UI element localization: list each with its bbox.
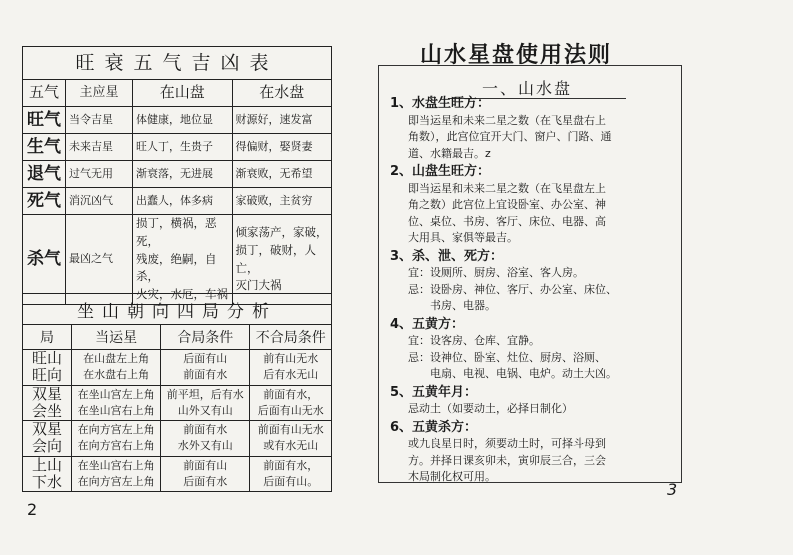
- col-header: 局: [23, 325, 72, 350]
- water-cell: 渐衰败，无希望: [232, 161, 332, 188]
- table-row: [23, 107, 332, 134]
- ok-cell: [161, 350, 250, 386]
- cell-line: 在水盘右上角: [83, 368, 150, 382]
- star-cell: 最凶之气: [66, 215, 133, 305]
- cell-line: 上山: [31, 455, 62, 474]
- qi-name: 杀气: [23, 215, 66, 305]
- cell-line: 前面有水: [183, 368, 228, 382]
- bad-cell: [250, 385, 332, 421]
- cell-line: 损丁，横祸，恶死，: [136, 216, 217, 248]
- rule-line: 忌动土（如要动土，必择日制化）: [408, 402, 573, 415]
- mountain-cell: 出蠢人，体多病: [133, 188, 233, 215]
- star-cell: [72, 456, 161, 492]
- cell-line: 后有水无山: [263, 368, 319, 382]
- rule-heading: 2、山盘生旺方：: [390, 164, 491, 179]
- qi-name: 死气: [23, 188, 66, 215]
- rule-heading: 5、五黄年月：: [390, 384, 478, 400]
- rule-line: 角之数）此宫位上宜设卧室、办公室、神: [408, 198, 606, 211]
- water-cell: 家破败，主贫穷: [232, 188, 332, 215]
- cell-line: 双星: [31, 420, 62, 438]
- rule-body: [390, 265, 682, 315]
- water-cell: 财源好，速发富: [232, 107, 332, 134]
- qi-name: 旺气: [23, 107, 66, 134]
- star-cell: [72, 350, 161, 386]
- table-row: [23, 421, 332, 457]
- rule-line: 方。并择日课亥卯未，寅卯辰三合，三会: [408, 453, 606, 467]
- ok-cell: [161, 385, 250, 421]
- col-header: 在山盘: [133, 80, 233, 107]
- cell-line: 后面有水: [183, 474, 228, 488]
- rule-line: 即当运星和未来二星之数（在飞星盘左上: [408, 181, 606, 195]
- col-header: 在水盘: [232, 80, 332, 107]
- cell-line: 下水: [31, 472, 62, 491]
- cell-line: 双星: [31, 384, 62, 403]
- rule-line: 忌：设神位、卧室、灶位、厨房、浴厕、: [408, 350, 606, 364]
- ju-name: [23, 350, 72, 386]
- mountain-cell: [133, 215, 233, 305]
- bad-cell: [250, 456, 332, 492]
- rule-body: [390, 401, 682, 418]
- cell-line: 水外又有山: [177, 439, 233, 453]
- cell-line: 山外又有山: [177, 403, 233, 417]
- cell-line: 前面有水: [183, 423, 228, 437]
- cell-line: 损丁，破财，人亡，: [235, 242, 316, 275]
- wuqi-table: [22, 46, 332, 305]
- rule-line: 道、水籍最吉。z: [408, 146, 491, 160]
- cell-line: 在向方宫右上角: [77, 439, 155, 453]
- table-title: 坐山朝向四局分析: [23, 294, 332, 325]
- rule-line: 木局制化权可用。: [408, 470, 496, 483]
- rule-line: 电扇、电视、电锅、电炉。动土大凶。: [408, 367, 617, 380]
- star-cell: [72, 385, 161, 421]
- table-row: [23, 215, 332, 305]
- mountain-cell: 旺人丁，生贵子: [133, 134, 233, 161]
- cell-line: 会坐: [31, 401, 62, 420]
- ju-name: [23, 385, 72, 421]
- cell-line: 在山盘左上角: [83, 352, 150, 366]
- cell-line: 在向方宫左上角: [77, 474, 155, 488]
- water-cell: 得偏财，娶贤妻: [232, 134, 332, 161]
- rule-heading: 1、水盘生旺方：: [390, 96, 491, 111]
- col-header: 不合局条件: [250, 325, 332, 350]
- bad-cell: [250, 350, 332, 386]
- ju-name: [23, 421, 72, 457]
- cell-line: 后面有山。: [263, 474, 319, 488]
- table-row: [23, 385, 332, 421]
- rule-line: 宜：设客房、仓库、宜静。: [408, 334, 540, 347]
- cell-line: 倾家荡产，家破，: [235, 224, 328, 239]
- page-title: 山水星盘使用法则: [420, 43, 613, 68]
- cell-line: 在向方宫左上角: [77, 423, 155, 437]
- mountain-cell: 渐衰落，无进展: [133, 161, 233, 188]
- table-row: [23, 456, 332, 492]
- rule-heading: 3、杀、泄、死方：: [390, 248, 504, 264]
- table-row: [23, 188, 332, 215]
- cell-line: 残废，绝嗣，自杀，: [136, 251, 217, 284]
- right-page: [390, 0, 793, 555]
- rule-line: 或九良星日时，须要动土时，可择斗母到: [408, 437, 606, 450]
- ju-name: [23, 456, 72, 492]
- cell-line: 旺向: [31, 366, 62, 385]
- table-row: [23, 350, 332, 386]
- page-number: 3: [667, 480, 678, 499]
- qi-name: 生气: [23, 134, 66, 161]
- cell-line: 旺山: [31, 349, 62, 367]
- bad-cell: [250, 421, 332, 457]
- page-number: 2: [27, 500, 38, 519]
- rule-line: 角数），此宫位宜开大门、窗户、门路、通: [408, 130, 612, 143]
- cell-line: 会向: [31, 437, 62, 456]
- table-title: 旺衰五气吉凶表: [23, 47, 332, 80]
- star-cell: 过气无用: [66, 161, 133, 188]
- star-cell: [72, 421, 161, 457]
- rule-heading: 6、五黄杀方：: [390, 419, 478, 435]
- cell-line: 前平坦，后有水: [166, 387, 244, 401]
- four-ju-table: [22, 293, 332, 492]
- rule-line: 忌：设卧房、神位、客厅、办公室、床位、: [408, 282, 617, 296]
- table-row: [23, 161, 332, 188]
- water-cell: [232, 215, 332, 305]
- rule-line: 即当运星和未来二星之数（在飞星盘右上: [408, 113, 606, 127]
- cell-line: 前面有山: [183, 458, 228, 472]
- rule-body: [390, 333, 682, 383]
- rule-line: 书房、电器。: [408, 299, 496, 312]
- cell-line: 后面有山: [183, 352, 228, 366]
- rules-content: [390, 94, 682, 486]
- mountain-cell: 体健康，地位显: [133, 107, 233, 134]
- qi-name: 退气: [23, 161, 66, 188]
- ok-cell: [161, 421, 250, 457]
- star-cell: 消沉凶气: [66, 188, 133, 215]
- rule-body: [390, 181, 682, 247]
- rule-heading: 4、五黄方：: [390, 316, 465, 332]
- cell-line: 在坐山宫右上角: [77, 403, 155, 417]
- cell-line: 前面有水，: [263, 387, 319, 401]
- cell-line: 或有水无山: [263, 439, 319, 453]
- cell-line: 前面有山无水: [257, 423, 324, 437]
- cell-line: 灭门大祸: [235, 278, 282, 293]
- star-cell: 未来吉星: [66, 134, 133, 161]
- rule-line: 位、桌位、书房、客厅、床位、电器、高: [408, 214, 606, 228]
- col-header: 合局条件: [161, 325, 250, 350]
- left-page: [0, 0, 390, 555]
- col-header: 五气: [23, 80, 66, 107]
- cell-line: 后面有山无水: [257, 403, 324, 417]
- col-header: 主应星: [66, 80, 133, 107]
- rule-body: [390, 436, 682, 486]
- rule-line: 大用具、家俱等最吉。: [408, 231, 518, 244]
- star-cell: 当令吉星: [66, 107, 133, 134]
- cell-line: 在坐山宫左上角: [77, 387, 155, 401]
- ok-cell: [161, 456, 250, 492]
- cell-line: 火灾，水厄，车祸: [136, 287, 228, 302]
- col-header: 当运星: [72, 325, 161, 350]
- rule-body: [390, 113, 682, 163]
- table-row: [23, 134, 332, 161]
- rule-line: 宜：设厕所、厨房、浴室、客人房。: [408, 266, 584, 279]
- section-title: 一、山水盘: [482, 79, 573, 98]
- cell-line: 在坐山宫右上角: [77, 458, 155, 472]
- cell-line: 前有山无水: [263, 352, 319, 366]
- cell-line: 前面有水，: [263, 458, 319, 472]
